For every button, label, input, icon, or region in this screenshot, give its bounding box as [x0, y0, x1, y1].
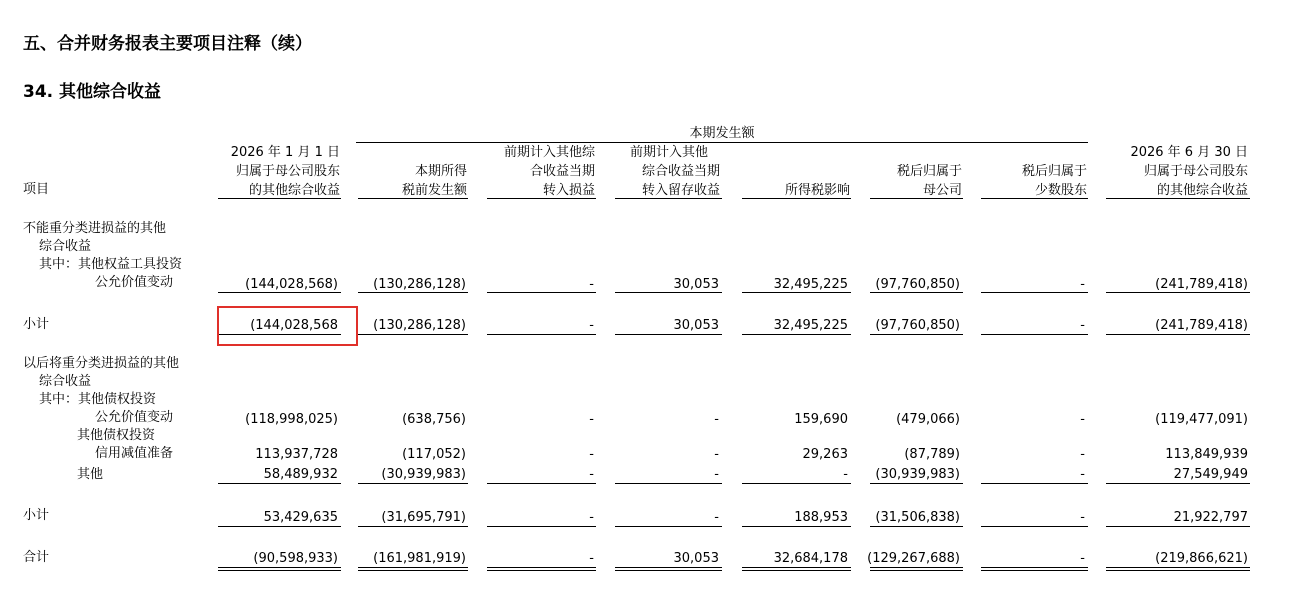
- col-header-c6-line1: 税后归属于: [896, 164, 962, 179]
- s2-row2-c1: 113,937,728: [255, 447, 338, 462]
- section1-label-line3: 其中：其他权益工具投资: [39, 257, 183, 272]
- s2-row2-c5: 29,263: [802, 447, 848, 462]
- s2-rule-c8: [1106, 483, 1250, 484]
- col-header-c4-line3: 转入留存收益: [641, 183, 720, 198]
- s1-rule-c8: [1106, 292, 1250, 293]
- s2-sub-rule-c4: [615, 526, 722, 527]
- s2-row3-c5: -: [843, 467, 848, 482]
- col-header-c1-line3: 的其他综合收益: [248, 183, 340, 198]
- s2-row1-c3: -: [589, 412, 594, 427]
- total-rule-c8: [1106, 567, 1250, 571]
- total-c2: (161,981,919): [373, 551, 466, 566]
- s2-row2-c4: -: [714, 447, 719, 462]
- col-header-c8-line1: 2026 年 6 月 30 日: [1130, 145, 1248, 160]
- s1-row-c4: 30,053: [673, 277, 719, 292]
- s1-sub-rule-c6: [870, 334, 963, 335]
- s2-subtotal-c2: (31,695,791): [381, 510, 466, 525]
- section2-label-line1: 以后将重分类进损益的其他: [23, 356, 180, 371]
- s2-sub-rule-c1: [218, 526, 341, 527]
- col-header-c7-line1: 税后归属于: [1021, 164, 1087, 179]
- s2-row2-c2: (117,052): [402, 447, 466, 462]
- total-label: 合计: [23, 550, 50, 565]
- s1-rule-c2: [358, 292, 468, 293]
- header-rule-c3: [487, 198, 596, 199]
- section1-label-line4: 公允价值变动: [95, 275, 174, 290]
- s1-sub-rule-c4: [615, 334, 722, 335]
- s1-row-c6: (97,760,850): [875, 277, 960, 292]
- total-c7: -: [1080, 551, 1085, 566]
- total-rule-c6: [870, 567, 963, 571]
- s1-rule-c1: [218, 292, 341, 293]
- total-rule-c4: [615, 567, 722, 571]
- s2-rule-c2: [358, 483, 468, 484]
- header-rule-c7: [981, 198, 1088, 199]
- s2-sub-rule-c7: [981, 526, 1088, 527]
- header-rule-c2: [358, 198, 468, 199]
- total-c8: (219,866,621): [1155, 551, 1248, 566]
- s2-sub-rule-c2: [358, 526, 468, 527]
- col-header-c3-line1: 前期计入其他综: [503, 145, 595, 160]
- s2-row3-label: 其他: [77, 467, 104, 482]
- s2-sub-rule-c5: [742, 526, 851, 527]
- col-header-c8-line3: 的其他综合收益: [1156, 183, 1248, 198]
- s2-row2-c8: 113,849,939: [1165, 447, 1248, 462]
- s2-subtotal-c7: -: [1080, 510, 1085, 525]
- s2-row3-c3: -: [589, 467, 594, 482]
- s1-rule-c7: [981, 292, 1088, 293]
- section-title: 五、合并财务报表主要项目注释（续）: [23, 34, 312, 54]
- header-rule-c6: [870, 198, 963, 199]
- s2-row2-c6: (87,789): [904, 447, 960, 462]
- s1-row-c3: -: [589, 277, 594, 292]
- group-header: 本期发生额: [689, 126, 755, 141]
- total-c5: 32,684,178: [773, 551, 848, 566]
- total-c1: (90,598,933): [253, 551, 338, 566]
- s1-sub-rule-c3: [487, 334, 596, 335]
- s2-sub-rule-c6: [870, 526, 963, 527]
- col-header-c6-line2: 母公司: [922, 183, 962, 198]
- s2-rule-c7: [981, 483, 1088, 484]
- s1-rule-c3: [487, 292, 596, 293]
- header-rule-c5: [742, 198, 851, 199]
- s2-rule-c4: [615, 483, 722, 484]
- s2-rule-c1: [218, 483, 341, 484]
- s1-row-c2: (130,286,128): [373, 277, 466, 292]
- s1-subtotal-c4: 30,053: [673, 318, 719, 333]
- s2-row1-c2: (638,756): [402, 412, 466, 427]
- col-header-c2-line2: 税前发生额: [401, 183, 467, 198]
- col-header-c8-line2: 归属于母公司股东: [1143, 164, 1248, 179]
- s1-row-c8: (241,789,418): [1155, 277, 1248, 292]
- col-header-item: 项目: [23, 182, 50, 197]
- s1-rule-c4: [615, 292, 722, 293]
- total-c4: 30,053: [673, 551, 719, 566]
- s1-sub-rule-c7: [981, 334, 1088, 335]
- s1-sub-rule-c2: [358, 334, 468, 335]
- s2-rule-c3: [487, 483, 596, 484]
- s1-subtotal-c6: (97,760,850): [875, 318, 960, 333]
- s2-rule-c5: [742, 483, 851, 484]
- s2-row2-c3: -: [589, 447, 594, 462]
- col-header-c1-line2: 归属于母公司股东: [235, 164, 340, 179]
- s1-sub-rule-c5: [742, 334, 851, 335]
- s2-row3-c1: 58,489,932: [263, 467, 338, 482]
- s1-sub-rule-c8: [1106, 334, 1250, 335]
- col-header-c5: 所得税影响: [784, 183, 850, 198]
- total-rule-c7: [981, 567, 1088, 571]
- s2-subtotal-c6: (31,506,838): [875, 510, 960, 525]
- total-rule-c2: [358, 567, 468, 571]
- s2-row1-c1: (118,998,025): [245, 412, 338, 427]
- col-header-c4-line1: 前期计入其他: [629, 145, 708, 160]
- s2-sub-rule-c3: [487, 526, 596, 527]
- s2-subtotal-c8: 21,922,797: [1173, 510, 1248, 525]
- s2-row1-label: 公允价值变动: [95, 410, 174, 425]
- section2-label-line2: 综合收益: [39, 374, 92, 389]
- s2-subtotal-c1: 53,429,635: [263, 510, 338, 525]
- highlight-box: [217, 306, 358, 346]
- s2-row3-c2: (30,939,983): [381, 467, 466, 482]
- s2-row1-c6: (479,066): [896, 412, 960, 427]
- col-header-c1-line1: 2026 年 1 月 1 日: [230, 145, 340, 160]
- header-rule-c8: [1106, 198, 1250, 199]
- s2-row3-c6: (30,939,983): [875, 467, 960, 482]
- section1-label-line1: 不能重分类进损益的其他: [23, 221, 167, 236]
- s1-subtotal-c1: (144,028,568: [250, 318, 338, 333]
- col-header-c4-line2: 综合收益当期: [641, 164, 720, 179]
- s2-row1-c8: (119,477,091): [1155, 412, 1248, 427]
- col-header-c3-line3: 转入损益: [542, 183, 595, 198]
- total-rule-c1: [218, 567, 341, 571]
- total-c6: (129,267,688): [867, 551, 960, 566]
- col-header-c3-line2: 合收益当期: [529, 164, 595, 179]
- s2-rule-c6: [870, 483, 963, 484]
- header-rule-c1: [218, 198, 341, 199]
- s1-row-c5: 32,495,225: [773, 277, 848, 292]
- s2-row2-c7: -: [1080, 447, 1085, 462]
- s1-row-c7: -: [1080, 277, 1085, 292]
- group-header-rule: [356, 142, 1088, 143]
- s1-subtotal-label: 小计: [23, 317, 50, 332]
- s2-row1-c4: -: [714, 412, 719, 427]
- s2-row3-c7: -: [1080, 467, 1085, 482]
- s2-row2-label-b: 信用减值准备: [95, 446, 174, 461]
- s2-row3-c4: -: [714, 467, 719, 482]
- section2-label-line3: 其中：其他债权投资: [39, 392, 157, 407]
- s1-subtotal-c2: (130,286,128): [373, 318, 466, 333]
- s2-sub-rule-c8: [1106, 526, 1250, 527]
- col-header-c2-line1: 本期所得: [414, 164, 467, 179]
- s1-subtotal-c5: 32,495,225: [773, 318, 848, 333]
- header-rule-c4: [615, 198, 722, 199]
- s1-subtotal-c3: -: [589, 318, 594, 333]
- s1-rule-c6: [870, 292, 963, 293]
- total-c3: -: [589, 551, 594, 566]
- s2-subtotal-label: 小计: [23, 508, 50, 523]
- s1-rule-c5: [742, 292, 851, 293]
- section1-label-line2: 综合收益: [39, 239, 92, 254]
- s1-subtotal-c8: (241,789,418): [1155, 318, 1248, 333]
- s1-subtotal-c7: -: [1080, 318, 1085, 333]
- s1-row-c1: (144,028,568): [245, 277, 338, 292]
- s2-row3-c8: 27,549,949: [1173, 467, 1248, 482]
- col-header-c7-line2: 少数股东: [1034, 183, 1087, 198]
- total-rule-c3: [487, 567, 596, 571]
- s2-row2-label-a: 其他债权投资: [77, 428, 156, 443]
- s2-subtotal-c5: 188,953: [794, 510, 848, 525]
- total-rule-c5: [742, 567, 851, 571]
- s2-row1-c7: -: [1080, 412, 1085, 427]
- note-title: 34. 其他综合收益: [23, 82, 162, 102]
- s2-subtotal-c3: -: [589, 510, 594, 525]
- s2-row1-c5: 159,690: [794, 412, 848, 427]
- s2-subtotal-c4: -: [714, 510, 719, 525]
